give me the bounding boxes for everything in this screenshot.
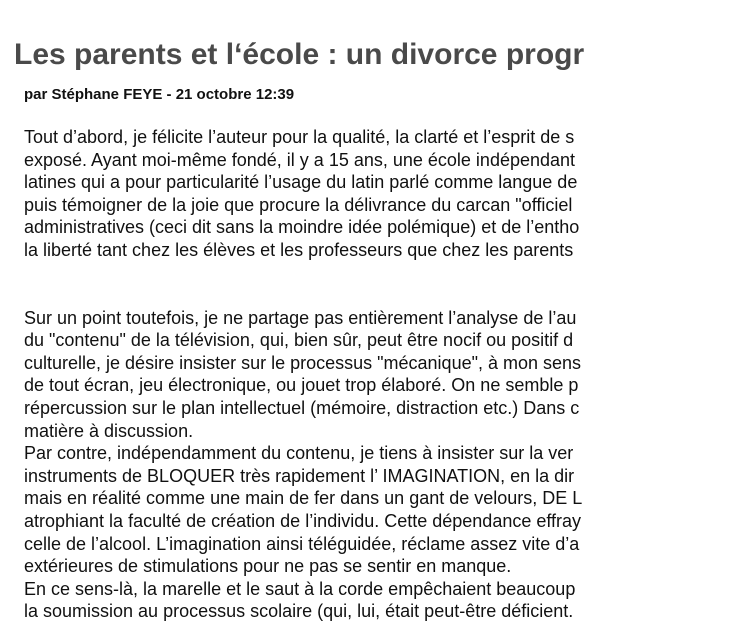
paragraph-marelle — [24, 578, 744, 623]
text-line: extérieures de stimulations pour ne pas se sentir en manque. — [24, 556, 512, 577]
paragraph-imagination — [24, 442, 744, 578]
paragraph-spacer — [24, 262, 744, 307]
text-line: de tout écran, jeu électronique, ou jouet trop élaboré. On ne semble p — [24, 375, 579, 396]
text-line: Sur un point toutefois, je ne partage pas entièrement l’analyse de l’au — [24, 307, 577, 328]
text-line: la soumission au processus scolaire (qui, lui, était peut-être déficient. — [24, 601, 574, 622]
text-line: la liberté tant chez les élèves et les professeurs que chez les parents — [24, 239, 574, 260]
text-line: atrophiant la faculté de création de l’individu. Cette dépendance effray — [24, 510, 582, 531]
article-title: Les parents et l‘école : un divorce progr — [14, 38, 585, 71]
text-line: exposé. Ayant moi-même fondé, il y a 15 ans, une école indépendant — [24, 149, 576, 170]
article-byline: par Stéphane FEYE - 21 octobre 12:39 — [24, 86, 295, 103]
text-line: répercussion sur le plan intellectuel (mémoire, distraction etc.) Dans c — [24, 397, 580, 418]
article-body — [24, 126, 744, 623]
text-line: Tout d’abord, je félicite l’auteur pour la qualité, la clarté et l’esprit de s — [24, 127, 575, 147]
text-line: latines qui a pour particularité l’usage du latin parlé comme langue de — [24, 172, 578, 193]
paragraph-television — [24, 307, 744, 443]
text-line: puis témoigner de la joie que procure la délivrance du carcan "officiel — [24, 194, 573, 215]
text-line: Par contre, indépendamment du contenu, je tiens à insister sur la ver — [24, 443, 574, 464]
text-line: administratives (ceci dit sans la moindre idée polémique) et de l’entho — [24, 217, 580, 238]
text-line: mais en réalité comme une main de fer dans un gant de velours, DE L — [24, 488, 583, 509]
text-line: celle de l’alcool. L’imagination ainsi téléguidée, réclame assez vite d’a — [24, 533, 580, 554]
text-line: instruments de BLOQUER très rapidement l’ IMAGINATION, en la dir — [24, 465, 575, 486]
text-line: matière à discussion. — [24, 420, 194, 441]
text-line: En ce sens-là, la marelle et le saut à la corde empêchaient beaucoup — [24, 578, 576, 599]
paragraph-intro — [24, 126, 744, 262]
text-line: culturelle, je désire insister sur le processus "mécanique", à mon sens — [24, 352, 582, 373]
text-line: du "contenu" de la télévision, qui, bien sûr, peut être nocif ou positif d — [24, 330, 574, 351]
